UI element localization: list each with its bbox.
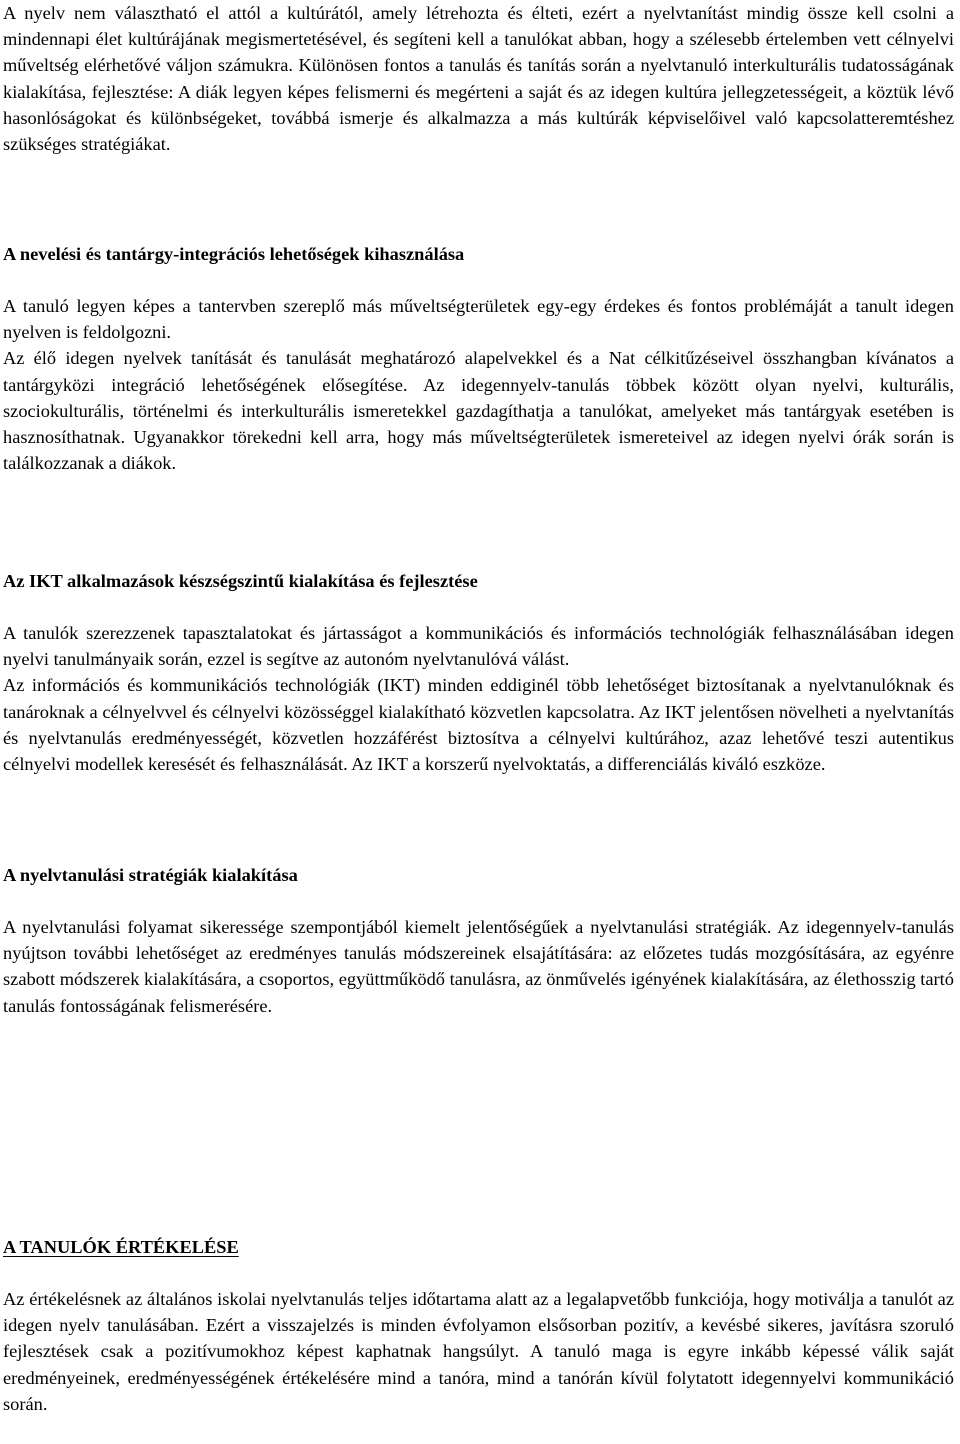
section-assessment bbox=[3, 1234, 954, 1417]
intro-block bbox=[3, 0, 954, 157]
section-paragraph: A tanuló legyen képes a tantervben szereplő más műveltségterületek egy-egy érdekes és fontos problémáját a tanult idegen nyelven is feldolgozni. bbox=[3, 296, 954, 343]
section-integration bbox=[3, 241, 954, 476]
section-heading: Az IKT alkalmazások készségszintű kialakítása és fejlesztése bbox=[3, 571, 478, 591]
section-strategies bbox=[3, 862, 954, 1019]
section-heading: A nevelési és tantárgy-integrációs lehetőségek kihasználása bbox=[3, 244, 465, 264]
section-paragraph: Az élő idegen nyelvek tanítását és tanulását meghatározó alapelvekkel és a Nat célkitűzéseivel összhangban kívánatos a tantárgyközi integráció lehetőségének elősegítése. Az idegennyelv-tanulás többek között olyan nyelvi, kulturális, szociokulturális, történelmi és interkulturális ismeretekkel gazdagíthatja a tanulókat, amelyeket más tantárgyak esetében is hasznosíthatnak. Ugyanakkor törekedni kell arra, hogy más műveltségterületek ismereteivel az idegen nyelvi órák során is találkozzanak a diákok. bbox=[3, 348, 954, 474]
section-paragraph: Az értékelésnek az általános iskolai nyelvtanulás teljes időtartama alatt az a legalapvetőbb funkciója, hogy motiválja a tanulót az idegen nyelv tanulásában. Ezért a visszajelzés is minden évfolyamon elsősorban pozitív, a kevésbé sikeres, javításra szoruló fejlesztések csak a pozitívumokhoz képest kaphatnak hangsúlyt. A tanuló maga is egyre inkább képessé válik saját eredményeinek, eredményességének értékelésére mind a tanóra, mind a tanórán kívül folytatott idegennyelvi kommunikáció során. bbox=[3, 1289, 954, 1414]
section-paragraph: A nyelvtanulási folyamat sikeressége szempontjából kiemelt jelentőségűek a nyelvtanulási stratégiák. Az idegennyelv-tanulás nyújtson további lehetőséget az eredményes tanulás módszereinek elsajátítására: az előzetes tudás mozgósítására, az egyénre szabott módszerek kialakítására, a csoportos, együttműködő tanulásra, az önművelés igényének kialakítására, az élethosszig tartó tanulás fontosságának felismerésére. bbox=[3, 917, 954, 1016]
section-paragraph: Az információs és kommunikációs technológiák (IKT) minden eddiginél több lehetőséget biztosítanak a nyelvtanulóknak és tanároknak a célnyelvvel és célnyelvi közösséggel kialakítható közvetlen kapcsolatra. Az IKT jelentősen növelheti a nyelvtanítás és nyelvtanulás eredményességét, közvetlen hozzáférést biztosítva a célnyelvi kultúrához, azaz lehetővé teszi autentikus célnyelvi modellek keresését és felhasználását. Az IKT a korszerű nyelvoktatás, a differenciálás kiváló eszköze. bbox=[3, 675, 954, 775]
intro-paragraph: A nyelv nem választható el attól a kultúrától, amely létrehozta és élteti, ezért a nyelvtanítást mindig össze kell csolni a mindennapi élet kultúrájának megismertetésével, és segíteni kell a tanulókat abban, hogy a szélesebb értelemben vett célnyelvi műveltség elérhetővé váljon számukra. Különösen fontos a tanulás és tanítás során a nyelvtanuló interkulturális tudatosságának kialakítása, fejlesztése: A diák legyen képes felismerni és megérteni a saját és az idegen kultúra jellegzetességeit, a köztük lévő hasonlóságokat és különbségeket, továbbá ismerje és alkalmazza a más kultúrák képviselőivel való kapcsolatteremtéshez szükséges stratégiákat. bbox=[3, 3, 954, 155]
section-heading: A nyelvtanulási stratégiák kialakítása bbox=[3, 865, 298, 885]
section-ikt bbox=[3, 568, 954, 777]
section-paragraph: A tanulók szerezzenek tapasztalatokat és jártasságot a kommunikációs és információs technológiák felhasználásában idegen nyelvi tanulmányaik során, ezzel is segítve az autonóm nyelvtanulóvá válást. bbox=[3, 623, 954, 670]
section-heading: A TANULÓK ÉRTÉKELÉSE bbox=[3, 1237, 239, 1257]
